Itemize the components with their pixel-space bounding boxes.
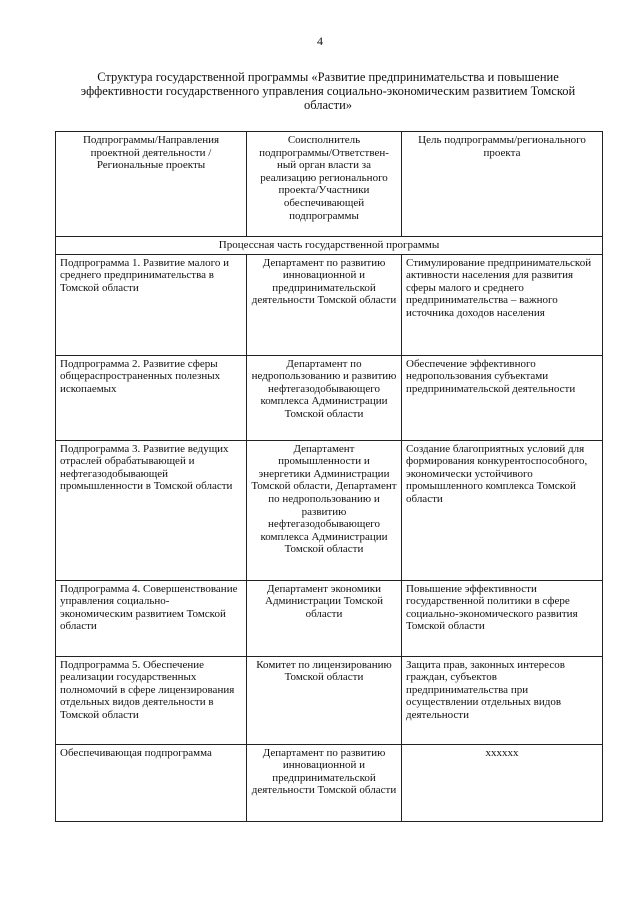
table-row — [56, 440, 603, 580]
program-cell: Обеспечивающая подпрограмма — [56, 744, 247, 821]
program-cell: Подпрограмма 1. Развитие малого и среднего предпринимательства в Томской области — [56, 254, 247, 355]
program-cell: Подпрограмма 3. Развитие ведущих отраслей обрабатывающей и нефтегазодобывающей промышленности в Томской области — [56, 440, 247, 580]
executor-cell: Департамент по развитию инновационной и предпринимательской деятельности Томской области — [247, 744, 402, 821]
table-header-row — [56, 132, 603, 237]
header-executor: Соисполнитель подпрограммы/Ответствен-ный орган власти за реализацию регионального проекта/Участники обеспечивающей подпрограммы — [247, 132, 402, 237]
table-row — [56, 744, 603, 821]
goal-cell: Создание благоприятных условий для формирования конкурентоспособного, экономически устойчивого промышленного комплекса Томской области — [402, 440, 603, 580]
document-title: Структура государственной программы «Развитие предпринимательства и повышение эффективности государственного управления социально-экономическим развитием Томской области» — [80, 70, 576, 112]
header-subprograms: Подпрограммы/Направления проектной деятельности /Региональные проекты — [56, 132, 247, 237]
header-goal: Цель подпрограммы/регионального проекта — [402, 132, 603, 237]
goal-cell: Защита прав, законных интересов граждан, субъектов предпринимательства при осуществлении отдельных видов деятельности — [402, 656, 603, 744]
table-row — [56, 656, 603, 744]
executor-cell: Департамент по развитию инновационной и предпринимательской деятельности Томской области — [247, 254, 402, 355]
page-number: 4 — [317, 34, 323, 48]
table-row — [56, 254, 603, 355]
executor-cell: Департамент экономики Администрации Томской области — [247, 580, 402, 656]
table-row — [56, 355, 603, 440]
program-cell: Подпрограмма 2. Развитие сферы общераспространенных полезных ископаемых — [56, 355, 247, 440]
executor-cell: Департамент промышленности и энергетики Администрации Томской области, Департамент по недропользованию и развитию нефтегазодобывающего комплекса Администрации Томской области — [247, 440, 402, 580]
table-row — [56, 580, 603, 656]
program-cell: Подпрограмма 4. Совершенствование управления социально-экономическим развитием Томской области — [56, 580, 247, 656]
section-label: Процессная часть государственной программы — [56, 237, 603, 255]
program-cell: Подпрограмма 5. Обеспечение реализации государственных полномочий в сфере лицензирования отдельных видов деятельности в Томской области — [56, 656, 247, 744]
goal-cell: Повышение эффективности государственной политики в сфере социально-экономического развития Томской области — [402, 580, 603, 656]
goal-cell: Стимулирование предпринимательской активности населения для развития сферы малого и среднего предпринимательства – важного источника доходов населения — [402, 254, 603, 355]
executor-cell: Комитет по лицензированию Томской области — [247, 656, 402, 744]
executor-cell: Департамент по недропользованию и развитию нефтегазодобывающего комплекса Администрации Томской области — [247, 355, 402, 440]
section-row — [56, 237, 603, 255]
goal-cell: xxxxxx — [402, 744, 603, 821]
program-structure-table — [55, 131, 603, 822]
goal-cell: Обеспечение эффективного недропользования субъектами предпринимательской деятельности — [402, 355, 603, 440]
